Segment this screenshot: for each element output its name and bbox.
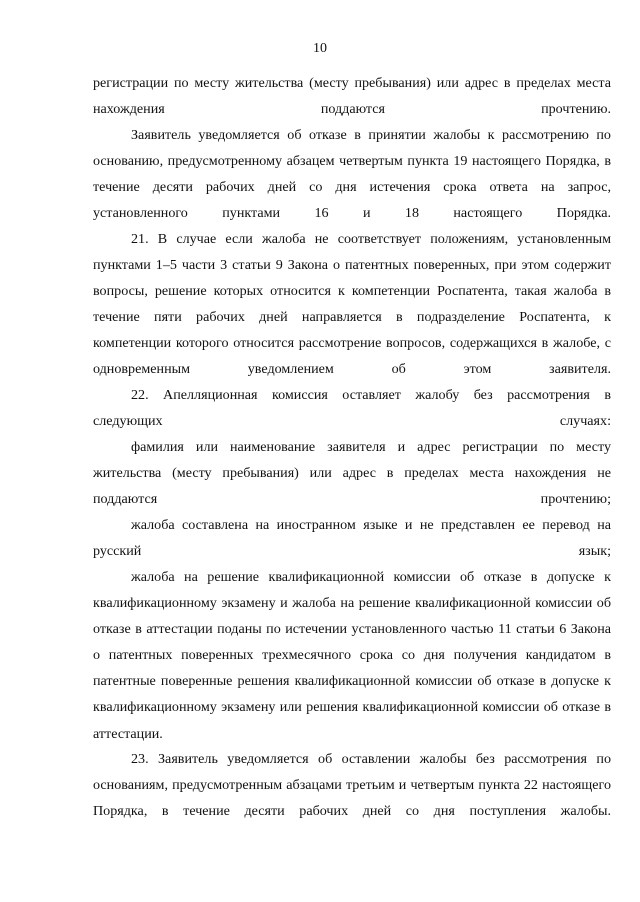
text-line: жалоба на решение квалификационной комиссии об отказе в допуске <box>131 569 595 585</box>
page-number: 10 <box>313 41 327 56</box>
text-line: настоящего Порядка, в течение десяти рабочих дней со дня поступления жалобы. <box>93 777 611 820</box>
text-line: установленного пунктами 16 и 18 настоящего Порядка. <box>93 205 611 222</box>
text-line: комиссии об отказе в аттестации поданы по истечении установленного частью <box>93 595 611 638</box>
text-line: 11 статьи 6 Закона о патентных поверенных трехмесячного срока со дня <box>93 621 612 664</box>
text-line: комиссии об отказе в допуске к квалификационному экзамену или решения <box>93 673 611 716</box>
text-line: жительства (месту пребывания) или адрес в пределах места нахождения <box>93 465 587 482</box>
text-line: квалификационной комиссии об отказе в аттестации. <box>93 699 611 742</box>
text-line: не поддаются прочтению; <box>93 465 611 508</box>
paragraph <box>93 564 611 747</box>
paragraph <box>93 434 611 512</box>
text-line: 22. Апелляционная комиссия оставляет жалобу без рассмотрения <box>131 387 590 403</box>
text-line: регистрации по месту жительства (месту пребывания) или адрес <box>93 75 499 91</box>
text-line: жалоба в течение пяти рабочих дней направляется в подразделение Роспатента, <box>93 283 611 326</box>
text-line: в пределах места нахождения поддаются прочтению. <box>93 75 611 118</box>
text-line: на русский язык; <box>93 517 611 560</box>
text-line: Заявитель уведомляется об отказе в принятии жалобы к рассмотрению <box>131 127 589 143</box>
text-line: в следующих случаях: <box>93 387 611 430</box>
text-line: по основанию, предусмотренному абзацем четвертым пункта 19 настоящего <box>93 127 611 170</box>
text-line: по основаниям, предусмотренным абзацами третьим и четвертым пункта 22 <box>93 751 611 794</box>
paragraph-23 <box>93 746 611 824</box>
paragraph-22 <box>93 382 611 434</box>
text-line: фамилия или наименование заявителя и адрес регистрации по месту <box>131 439 611 455</box>
text-line: получения кандидатом в патентные поверенные решения квалификационной <box>93 647 611 690</box>
paragraph <box>93 512 611 564</box>
text-line: жалоба составлена на иностранном языке и не представлен ее перевод <box>131 517 590 533</box>
text-line: жалобе, с одновременным уведомлением об этом заявителя. <box>93 335 611 378</box>
text-line: 23. Заявитель уведомляется об оставлении жалобы без рассмотрения <box>131 751 588 767</box>
paragraph-21 <box>93 226 611 383</box>
text-line: 21. В случае если жалоба не соответствует положениям, установленным <box>131 231 611 247</box>
text-line: Порядка, в течение десяти рабочих дней со дня истечения срока ответа на запрос, <box>93 153 611 196</box>
text-line: к компетенции которого относится рассмотрение вопросов, содержащихся в <box>93 309 611 352</box>
paragraph <box>93 122 611 226</box>
text-line: содержит вопросы, решение которых относится к компетенции Роспатента, такая <box>93 257 611 300</box>
text-line: пунктами 1–5 части 3 статьи 9 Закона о патентных поверенных, при этом <box>93 257 550 274</box>
text-line: к квалификационному экзамену и жалоба на решение квалификационной <box>93 569 611 612</box>
paragraph <box>93 70 611 122</box>
